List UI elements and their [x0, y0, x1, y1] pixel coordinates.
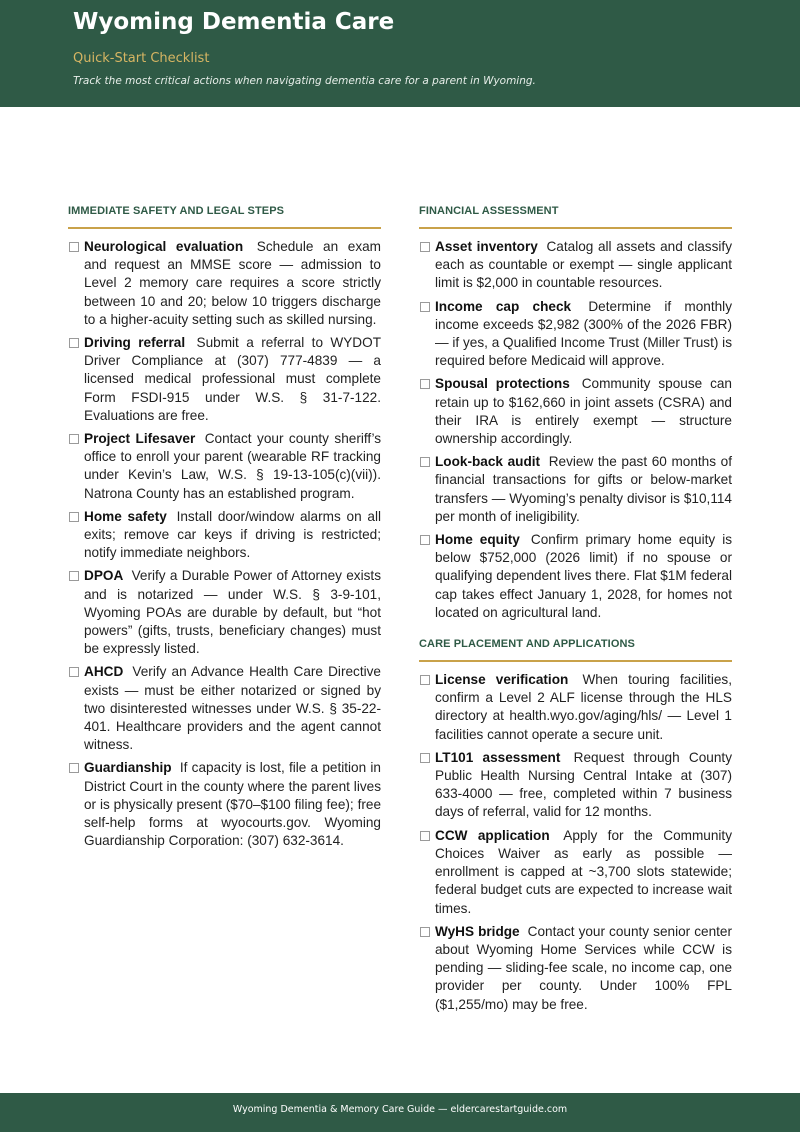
item-label: Project Lifesaver	[84, 431, 196, 447]
section-title-care-placement: CARE PLACEMENT AND APPLICATIONS	[419, 638, 732, 662]
item-label: Home safety	[84, 508, 167, 524]
checkbox-icon[interactable]	[420, 927, 430, 937]
checklist-item	[419, 671, 732, 744]
page-header	[0, 0, 800, 107]
item-label: CCW application	[435, 827, 550, 843]
item-text: Determine if monthly income exceeds $2,982 (300% of the 2026 FBR) — if yes, a Qualified Income Trust (Miller Trust) is required before Medicaid will approve.	[435, 298, 732, 369]
checklist-item	[68, 334, 381, 425]
page-footer	[0, 1093, 800, 1132]
item-text: Community spouse can retain up to $162,660 in joint assets (CSRA) and their IRA is entirely exempt — structure ownership accordingly.	[435, 376, 732, 447]
item-text: Verify an Advance Health Care Directive exists — must be either notarized or signed by two disinterested witnesses under W.S. § 35-22-401. Healthcare providers and the agent cannot witness.	[84, 664, 381, 753]
section-title-safety-legal: IMMEDIATE SAFETY AND LEGAL STEPS	[68, 205, 381, 229]
item-text: If capacity is lost, file a petition in District Court in the county where the parent lives or is physically present ($70–$100 filing fee); free self-help forms at wyocourts.gov. Wyoming Guardianship Corporation: (307) 632-3614.	[84, 760, 381, 849]
checkbox-icon[interactable]	[420, 242, 430, 252]
checklist-item	[68, 430, 381, 503]
checklist-item	[68, 238, 381, 329]
checklist-item	[419, 298, 732, 371]
item-text: Apply for the Community Choices Waiver as early as possible — enrollment is capped at ~3,700 slots statewide; federal budget cuts are expected to increase wait times.	[435, 827, 732, 916]
checklist-item	[419, 375, 732, 448]
checklist-item	[68, 508, 381, 563]
item-label: Guardianship	[84, 760, 172, 776]
checklist-item	[68, 567, 381, 658]
item-label: Home equity	[435, 532, 520, 548]
checkbox-icon[interactable]	[69, 512, 79, 522]
item-label: Asset inventory	[435, 239, 538, 254]
checklist-item	[419, 531, 732, 622]
item-label: Driving referral	[84, 335, 186, 351]
checkbox-icon[interactable]	[69, 667, 79, 677]
item-text: Request through County Public Health Nursing Central Intake at (307) 633-4000 — free, completed within 7 business days of referral, valid for 12 months.	[435, 749, 732, 820]
item-text: Submit a referral to WYDOT Driver Compliance at (307) 777-4839 — a licensed medical professional must complete Form FSDI-915 under W.S. § 31-7-122. Evaluations are free.	[84, 335, 381, 423]
checklist-item	[419, 453, 732, 526]
checklist-item	[419, 827, 732, 918]
item-text: Install door/window alarms on all exits; remove car keys if driving is restricted; notify immediate neighbors.	[84, 508, 381, 561]
checklist-item	[68, 663, 381, 754]
left-column	[68, 205, 381, 856]
footer-text[interactable]: Wyoming Dementia & Memory Care Guide — eldercarestartguide.com	[232, 1104, 568, 1115]
item-label: WyHS bridge	[435, 923, 520, 939]
checklist-item	[68, 759, 381, 850]
page-tagline: Track the most critical actions when navigating dementia care for a parent in Wyoming.	[73, 75, 536, 87]
checkbox-icon[interactable]	[420, 302, 430, 312]
checkbox-icon[interactable]	[420, 753, 430, 763]
checkbox-icon[interactable]	[420, 457, 430, 467]
item-text: When touring facilities, confirm a Level 2 ALF license through the HLS directory at health.wyo.gov/aging/hls/ — Level 1 facilities cannot operate a secure unit.	[435, 672, 732, 742]
right-column	[419, 205, 732, 1019]
item-text: Review the past 60 months of financial transactions for gifts or below-market transfers — Wyoming’s penalty divisor is $10,114 per month of ineligibility.	[435, 454, 732, 524]
item-label: LT101 assessment	[435, 749, 561, 765]
checkbox-icon[interactable]	[69, 242, 79, 252]
section-title-financial: FINANCIAL ASSESSMENT	[419, 205, 732, 229]
item-text: Catalog all assets and classify each as countable or exempt — single applicant limit is $2,000 in countable resources.	[435, 239, 732, 291]
checkbox-icon[interactable]	[69, 338, 79, 348]
checkbox-icon[interactable]	[420, 675, 430, 685]
page-subtitle: Quick-Start Checklist	[73, 51, 210, 66]
checklist-item	[419, 923, 732, 1014]
checkbox-icon[interactable]	[69, 571, 79, 581]
checkbox-icon[interactable]	[69, 434, 79, 444]
checklist-item	[419, 238, 732, 293]
checkbox-icon[interactable]	[69, 763, 79, 773]
item-text: Schedule an exam and request an MMSE score — admission to Level 2 memory care requires a score strictly between 10 and 20; below 10 triggers discharge to a higher-acuity setting such as skilled nursing.	[84, 239, 381, 327]
item-label: License verification	[435, 672, 569, 688]
item-label: Look-back audit	[435, 454, 541, 470]
page-title: Wyoming Dementia Care	[73, 9, 395, 35]
item-text: Contact your county senior center about Wyoming Home Services while CCW is pending — sliding-fee scale, no income cap, one provider per county. Under 100% FPL ($1,255/mo) may be free.	[435, 923, 733, 1012]
item-label: DPOA	[84, 568, 124, 584]
item-label: AHCD	[84, 664, 124, 680]
checkbox-icon[interactable]	[420, 535, 430, 545]
item-text: Confirm primary home equity is below $752,000 (2026 limit) if no spouse or qualifying dependent lives there. Flat $1M federal cap takes effect January 1, 2028, for homes not located on agricultural land.	[435, 532, 733, 620]
item-text: Verify a Durable Power of Attorney exists and is notarized — under W.S. § 3-9-101, Wyoming POAs are durable by default, but “hot powers” (gifts, trusts, beneficiary changes) must be expressly listed.	[84, 568, 381, 657]
checklist-item	[419, 749, 732, 822]
item-text: Contact your county sheriff’s office to enroll your parent (wearable RF tracking under Kevin’s Law, W.S. § 19-13-105(c)(vii)). Natrona County has an established program.	[84, 431, 382, 501]
checkbox-icon[interactable]	[420, 379, 430, 389]
checkbox-icon[interactable]	[420, 831, 430, 841]
item-label: Neurological evaluation	[84, 239, 244, 254]
item-label: Income cap check	[435, 298, 572, 314]
item-label: Spousal protections	[435, 376, 570, 392]
